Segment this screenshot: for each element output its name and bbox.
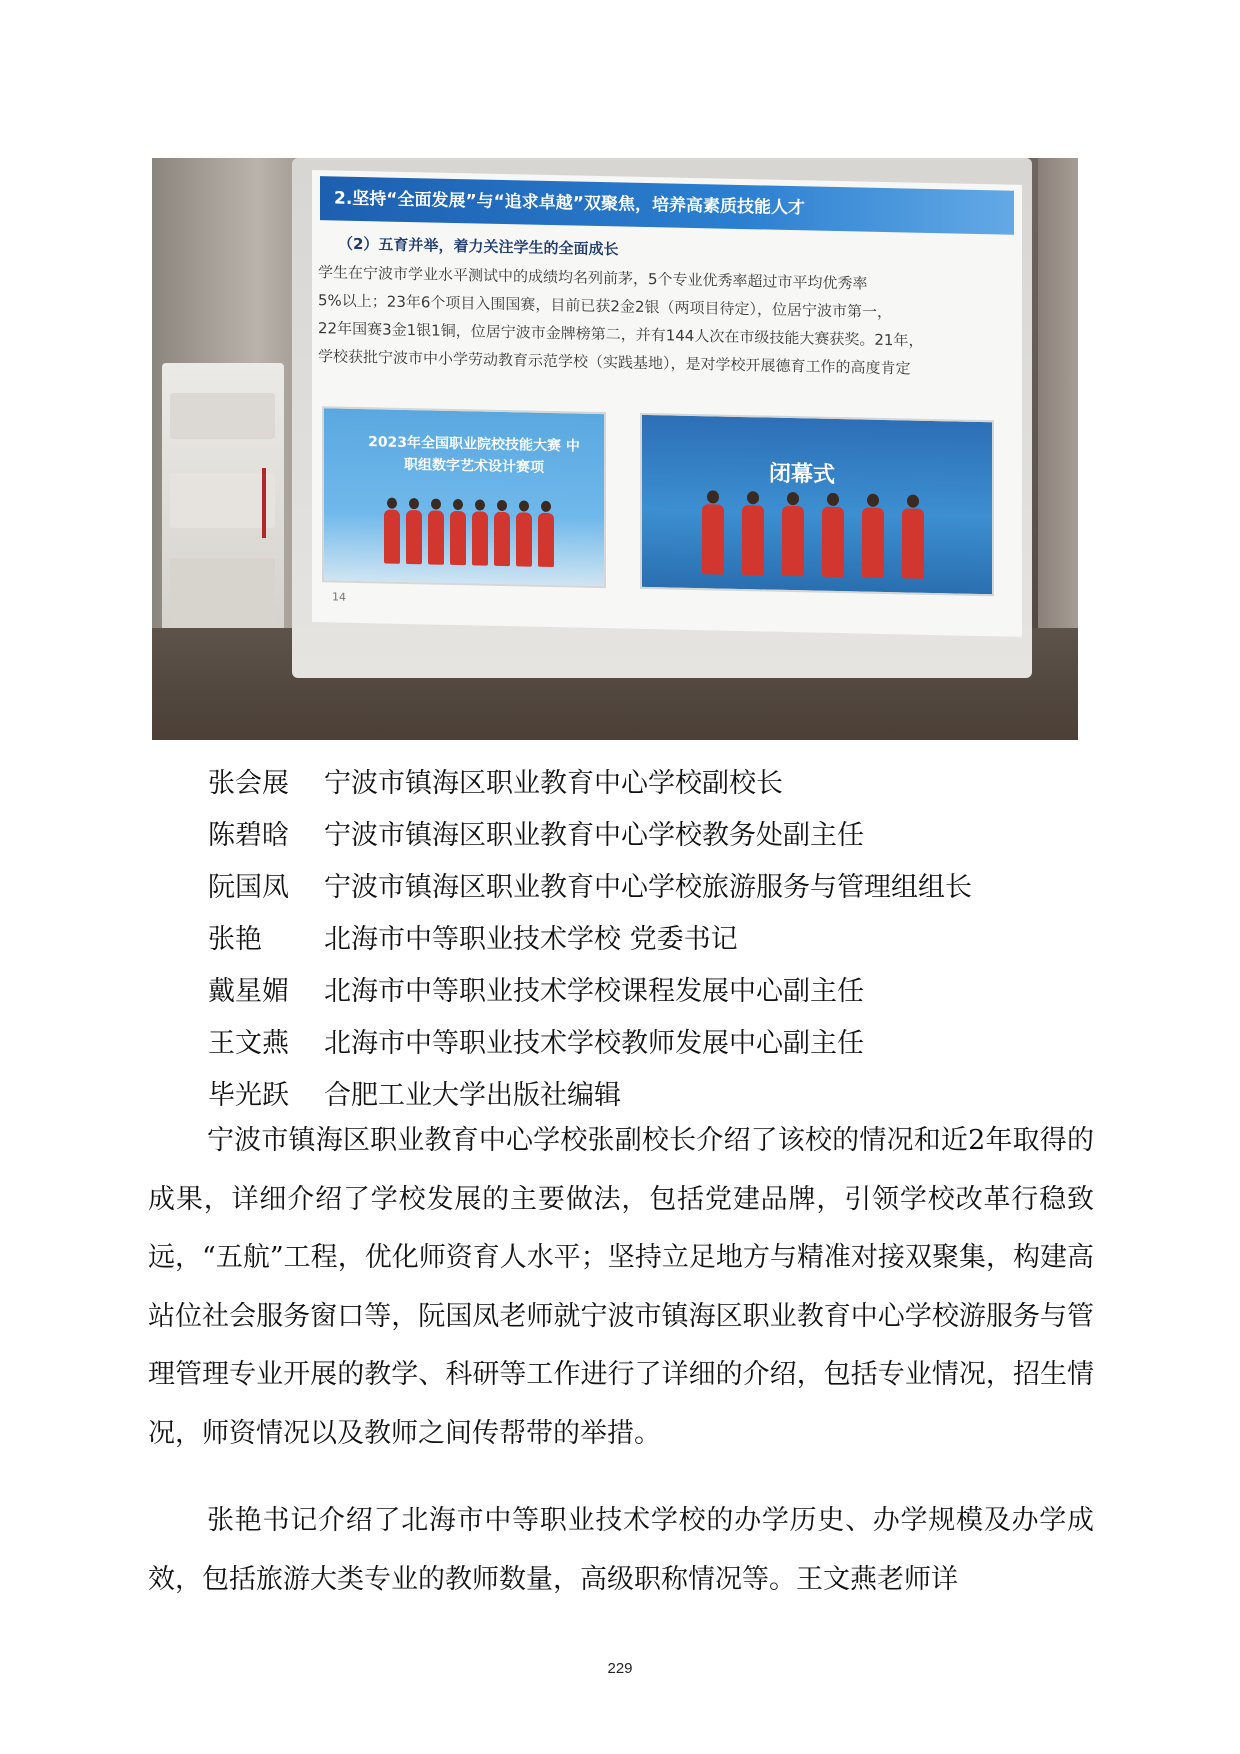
slide-photo-contest <box>322 406 606 588</box>
slide-line: 学校获批宁波市中小学劳动教育示范学校（实践基地），是对学校开展德育工作的高度肯定 <box>318 347 911 378</box>
attendee-row <box>208 862 972 914</box>
person-figure <box>742 505 764 575</box>
person-figure <box>862 508 884 578</box>
attendee-name: 张会展 <box>208 768 289 799</box>
person-figure <box>902 508 924 578</box>
slide-photo-ceremony <box>640 413 994 596</box>
meeting-photo <box>152 158 1078 740</box>
person-figure <box>406 510 422 564</box>
attendee-role: 北海市中等职业技术学校教师发展中心副主任 <box>324 1028 864 1059</box>
page-number: 229 <box>607 1660 633 1677</box>
device-panel <box>170 393 275 439</box>
body-paragraph: 宁波市镇海区职业教育中心学校张副校长介绍了该校的情况和近2年取得的成果，详细介绍了学校发展的主要做法，包括党建品牌，引领学校改革行稳致远，“五航”工程，优化师资育人水平；坚持立足地方与精准对接双聚集，构建高站位社会服务窗口等，阮国凤老师就宁波市镇海区职业教育中心学校游服务与管理管理专业开展的教学、科研等工作进行了详细的介绍，包括专业情况，招生情况，师资情况以及教师之间传帮带的举措。 <box>148 1125 1094 1449</box>
attendee-row <box>208 966 972 1018</box>
attendee-role: 北海市中等职业技术学校课程发展中心副主任 <box>324 976 864 1007</box>
slide-subtitle: （2）五育并举，着力关注学生的全面成长 <box>338 234 619 259</box>
person-figure <box>472 511 488 565</box>
attendee-name: 毕光跃 <box>208 1080 289 1111</box>
attendee-name: 张艳 <box>208 924 262 955</box>
person-figure <box>384 510 400 564</box>
attendee-name: 阮国凤 <box>208 872 289 903</box>
person-figure <box>702 504 724 574</box>
person-figure <box>428 510 444 564</box>
slide-title: 2.坚持“全面发展”与“追求卓越”双聚焦，培养高素质技能人才 <box>320 176 1014 235</box>
slide-line: 5%以上；23年6个项目入围国赛，目前已获2金2银（两项目待定），位居宁波市第一， <box>318 291 893 322</box>
attendee-row <box>208 1018 972 1070</box>
person-figure <box>782 506 804 576</box>
device-panel <box>170 558 275 628</box>
projected-slide <box>312 170 1022 637</box>
attendee-role: 北海市中等职业技术学校 党委书记 <box>324 924 738 955</box>
red-tassel <box>262 468 266 538</box>
attendee-role: 合肥工业大学出版社编辑 <box>324 1080 621 1111</box>
slide-line: 学生在宁波市学业水平测试中的成绩均名列前茅，5个专业优秀率超过市平均优秀率 <box>318 263 868 293</box>
attendee-role: 宁波市镇海区职业教育中心学校教务处副主任 <box>324 820 864 851</box>
attendee-row <box>208 758 972 810</box>
slide-page-number: 14 <box>332 590 346 604</box>
body-paragraph: 张艳书记介绍了北海市中等职业技术学校的办学历史、办学规模及办学成效，包括旅游大类专业的教师数量，高级职称情况等。王文燕老师详 <box>148 1505 1094 1595</box>
photo-caption: 2023年全国职业院校技能大赛 中职组数字艺术设计赛项 <box>368 434 580 476</box>
attendee-name: 王文燕 <box>208 1028 289 1059</box>
slide-body <box>312 258 1012 385</box>
person-figure <box>538 513 554 567</box>
attendee-row <box>208 810 972 862</box>
person-figure <box>516 512 532 566</box>
device-panel <box>170 473 275 528</box>
attendee-name: 陈碧晗 <box>208 820 289 851</box>
person-figure <box>494 512 510 566</box>
person-figure <box>822 507 844 577</box>
attendee-name: 戴星媚 <box>208 976 289 1007</box>
attendee-role: 宁波市镇海区职业教育中心学校旅游服务与管理组组长 <box>324 872 972 903</box>
slide-line: 22年国赛3金1银1铜，位居宁波市金牌榜第二，并有144人次在市级技能大赛获奖。21年， <box>318 319 924 350</box>
person-figure <box>450 511 466 565</box>
attendee-row <box>208 914 972 966</box>
attendee-role: 宁波市镇海区职业教育中心学校副校长 <box>324 768 783 799</box>
photo-caption: 闭幕式 <box>768 461 835 488</box>
attendee-list <box>208 758 972 1122</box>
